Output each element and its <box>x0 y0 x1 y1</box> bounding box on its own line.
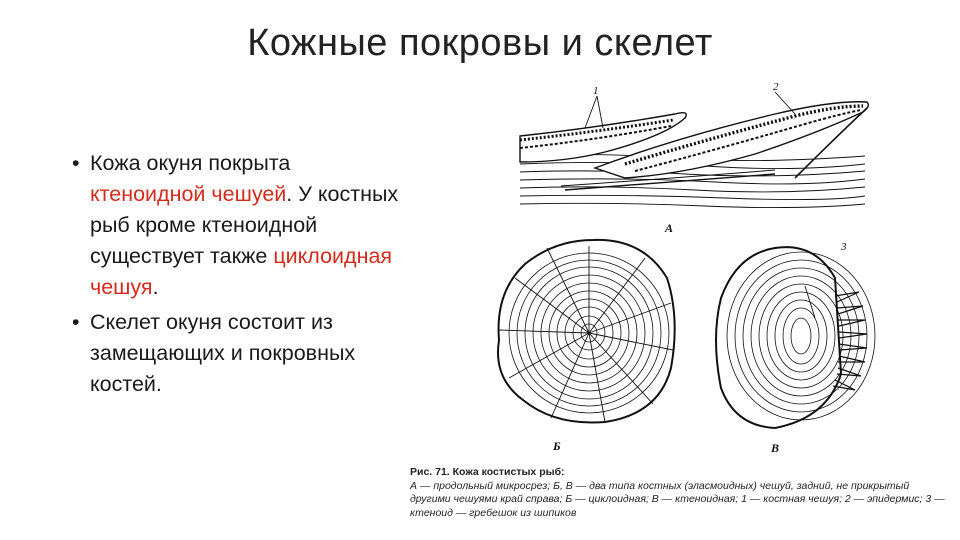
caption-title: Рис. 71. Кожа костистых рыб: <box>410 466 565 478</box>
bullet-text: . <box>152 275 159 299</box>
bullet-list <box>72 148 402 404</box>
slide-title: Кожные покровы и скелет <box>247 22 713 64</box>
label-one: 1 <box>593 85 599 97</box>
cycloid-scale-drawing <box>498 240 675 423</box>
label-two: 2 <box>773 81 779 93</box>
bullet-marker: • <box>72 151 80 175</box>
bullet-text: . У костных рыб кроме ктеноидной существует также <box>90 182 399 268</box>
figure-caption <box>410 466 950 520</box>
micro-section-drawing <box>520 92 868 318</box>
bullet-marker: • <box>72 310 80 334</box>
fish-skin-illustration <box>475 78 895 460</box>
bullet-item-skeleton <box>72 307 402 400</box>
bullet-item-skin <box>72 148 402 303</box>
label-b: Б <box>553 439 561 453</box>
ctenoid-scale-drawing <box>716 247 875 428</box>
label-a: А <box>665 221 674 235</box>
highlight-ctenoid: ктеноидной чешуей <box>90 182 287 206</box>
caption-body: А — продольный микросрез; Б, В — два типа костных (эласмоидных) чешуй, задний, не прикрытый другими чешуями край справа; Б — циклоидная; В — ктеноидная; 1 — костная чешуя; 2 — эпидермис; 3 — ктеноид — гребешок из шипиков <box>410 479 945 519</box>
label-three: 3 <box>841 241 847 253</box>
bullet-text: Скелет окуня состоит из замещающих и покровных костей. <box>90 310 356 396</box>
bullet-text: Кожа окуня покрыта <box>90 151 291 175</box>
highlight-cycloid: циклоидная чешуя <box>90 244 393 299</box>
label-v: В <box>771 441 780 455</box>
